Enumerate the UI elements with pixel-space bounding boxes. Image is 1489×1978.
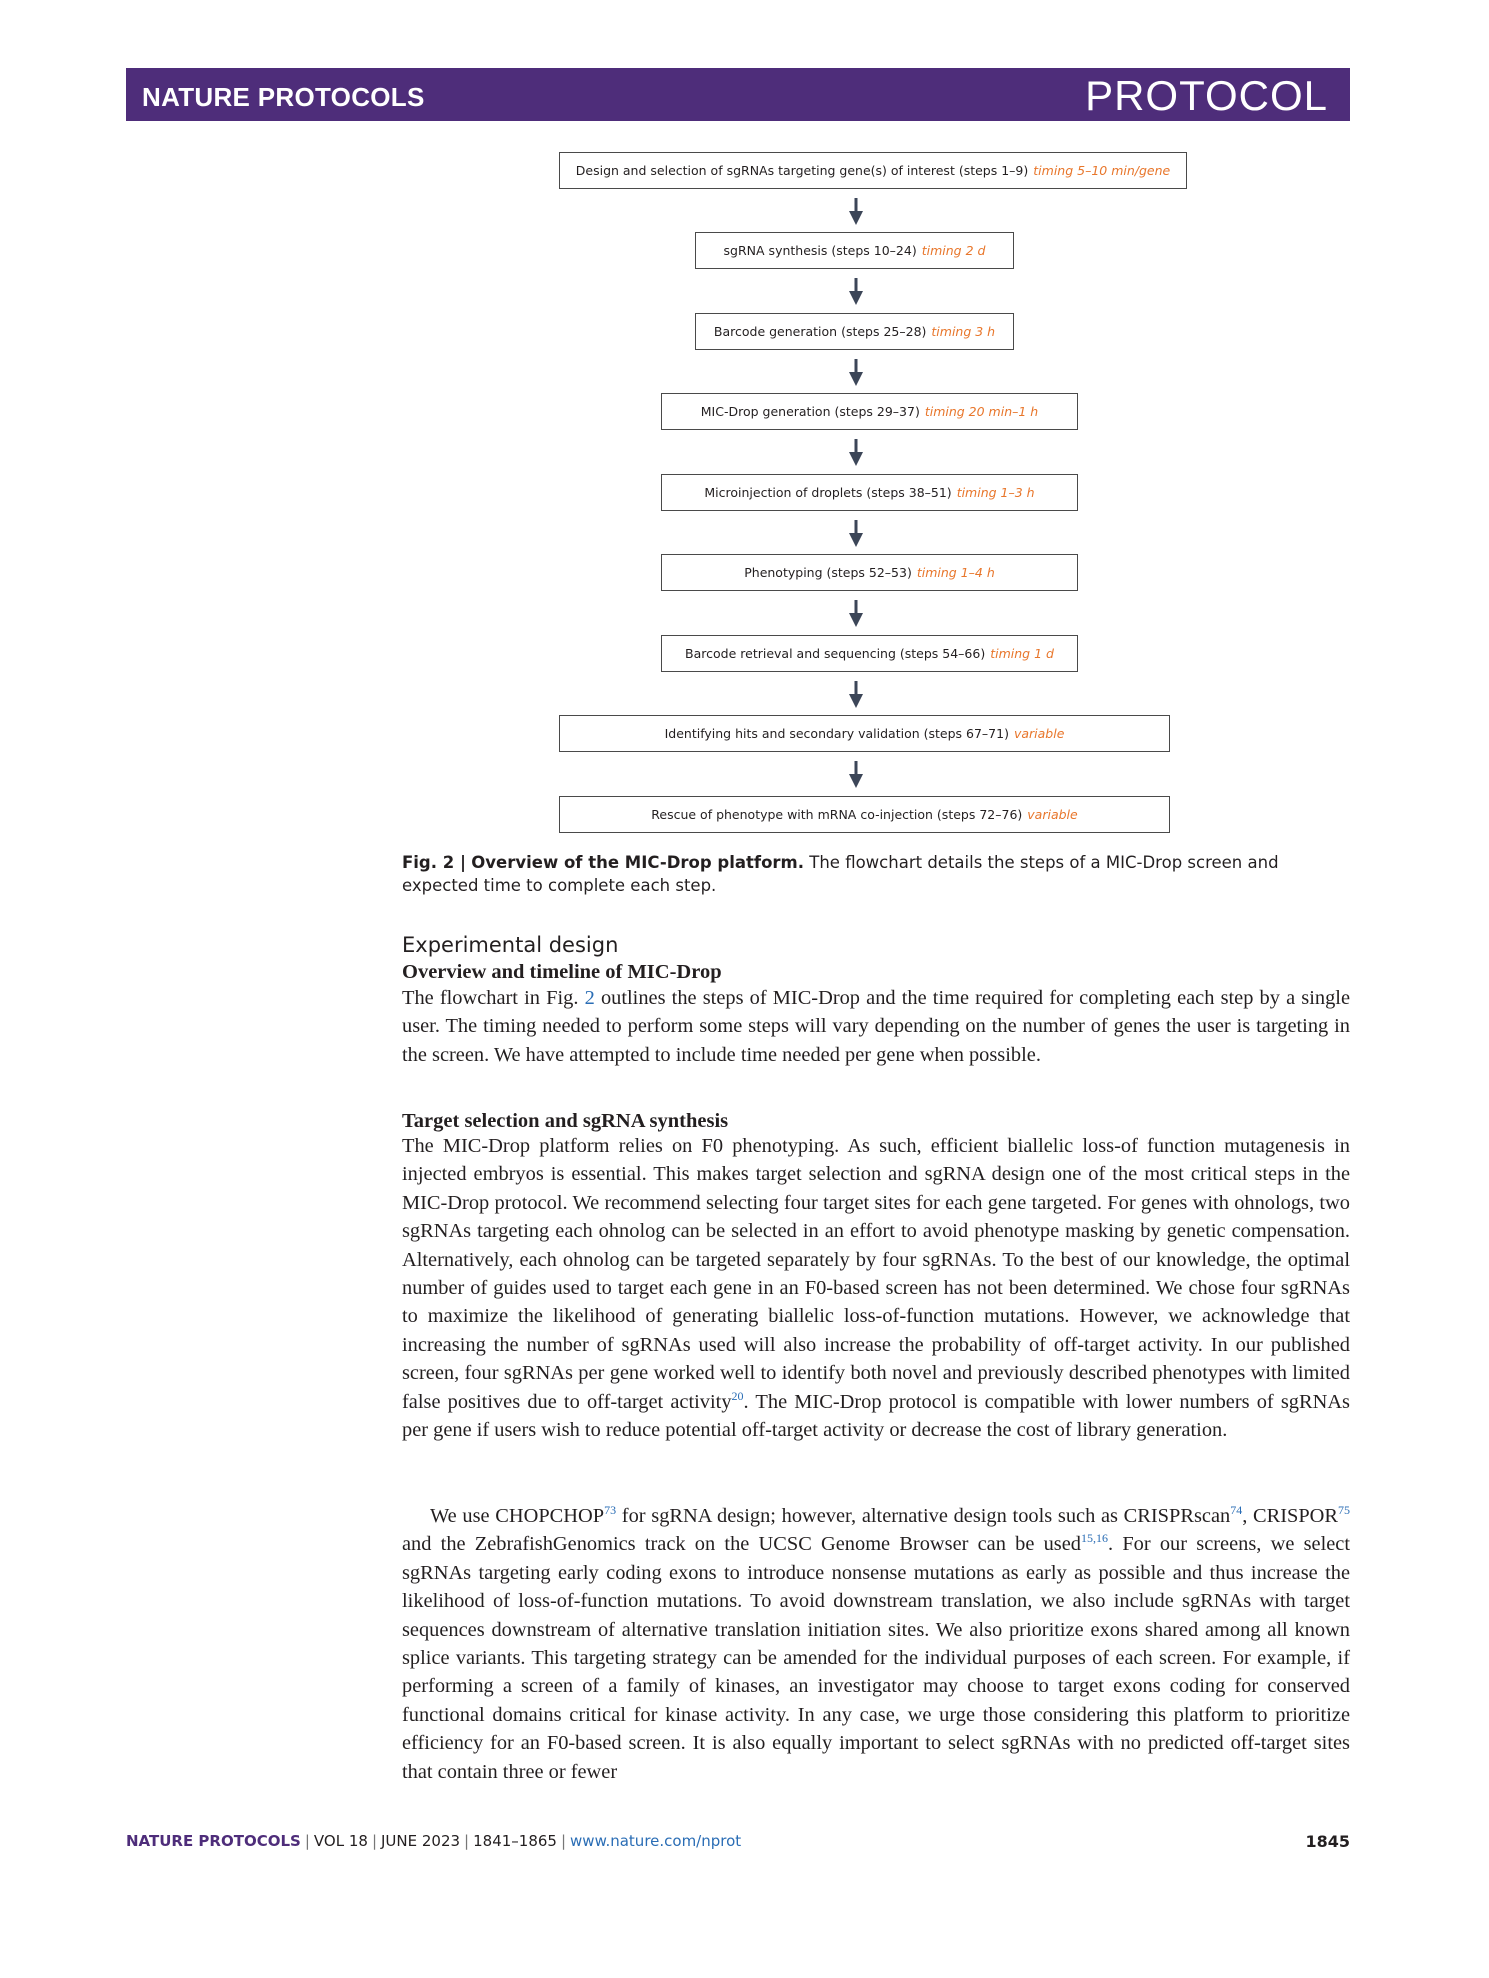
flow-step-label: sgRNA synthesis (steps 10–24) (723, 243, 917, 258)
flow-arrow-icon (848, 359, 864, 387)
journal-header-bar (126, 68, 1350, 121)
citation-link[interactable]: 20 (731, 1388, 744, 1403)
citation-link[interactable]: 15,16 (1081, 1531, 1108, 1546)
citation-link[interactable]: 74 (1230, 1503, 1243, 1518)
paragraph-overview (402, 984, 1350, 1069)
flow-step-timing: timing 20 min–1 h (924, 404, 1039, 419)
page-footer (126, 1832, 741, 1850)
flow-step-timing: timing 3 h (931, 324, 996, 339)
article-type: PROTOCOL (1085, 72, 1328, 119)
footer-separator: | (304, 1832, 310, 1850)
flow-step-timing: timing 5–10 min/gene (1033, 163, 1171, 178)
flow-step-hits-validation (559, 715, 1170, 752)
flow-step-rescue (559, 796, 1170, 833)
flow-step-barcode-generation (695, 313, 1014, 350)
flow-step-timing: variable (1013, 726, 1065, 741)
flow-step-barcode-retrieval (661, 635, 1078, 672)
caption-title: Overview of the MIC-Drop platform. (471, 853, 805, 872)
flow-step-synthesis (695, 232, 1014, 269)
flow-arrow-icon (848, 600, 864, 628)
text-run: outlines the steps of MIC-Drop and the time required for completing each step by a single user. The timing needed to perform some steps will vary depending on the number of genes the user is targeting in the screen. We have attempted to include time needed per gene when possible. (402, 987, 1351, 1066)
text-run: The flowchart in Fig. (402, 987, 585, 1009)
text-run: and the ZebrafishGenomics track on the UCSC Genome Browser can be used (402, 1533, 1081, 1556)
flow-arrow-icon (848, 198, 864, 226)
figure-reference-link[interactable]: 2 (584, 987, 595, 1009)
flow-step-label: Microinjection of droplets (steps 38–51) (704, 485, 952, 500)
text-run: , CRISPOR (1242, 1505, 1338, 1527)
flow-step-timing: timing 2 d (921, 243, 986, 258)
footer-journal: NATURE PROTOCOLS (126, 1832, 301, 1850)
flow-step-phenotyping (661, 554, 1078, 591)
journal-name: NATURE PROTOCOLS (142, 82, 425, 112)
flow-step-label: Barcode generation (steps 25–28) (713, 324, 927, 339)
page-number: 1845 (1305, 1832, 1350, 1851)
flow-arrow-icon (848, 520, 864, 548)
footer-date: JUNE 2023 (381, 1832, 461, 1850)
footer-separator: | (560, 1832, 567, 1850)
citation-link[interactable]: 75 (1338, 1503, 1350, 1518)
footer-separator: | (371, 1832, 377, 1850)
text-run: The MIC-Drop platform relies on F0 phenotyping. As such, efficient biallelic loss-of function mutagenesis in injected embryos is essential. This makes target selection and sgRNA design one of the most critical steps in the MIC-Drop protocol. We recommend selecting four target sites for each gene targeted. For genes with ohnologs, two sgRNAs targeting each ohnolog can be selected in an effort to avoid phenotype masking by genetic compensation. Alternatively, each ohnolog can be targeted separately by four sgRNAs. To the best of our knowledge, the optimal number of guides used to target each gene in an F0-based screen has not been determined. We chose four sgRNAs to maximize the likelihood of generating biallelic loss-of-function mutations. However, we acknowledge that increasing the number of sgRNAs used will also increase the probability of off-target activity. In our published screen, four sgRNAs per gene worked well to identify both novel and previously described phenotypes with limited false positives due to off-target activity (402, 1135, 1350, 1413)
flow-step-micdrop-generation (661, 393, 1078, 430)
text-run: We use CHOPCHOP (430, 1505, 605, 1527)
flow-step-timing: timing 1–4 h (916, 565, 995, 580)
footer-pages: 1841–1865 (473, 1832, 557, 1850)
flow-step-label: MIC-Drop generation (steps 29–37) (700, 404, 920, 419)
flow-step-label: Barcode retrieval and sequencing (steps 54–66) (685, 646, 986, 661)
flow-step-timing: timing 1–3 h (956, 485, 1035, 500)
section-heading: Experimental design (402, 933, 619, 957)
flow-step-design (559, 152, 1187, 189)
flow-step-label: Design and selection of sgRNAs targeting gene(s) of interest (steps 1–9) (575, 163, 1029, 178)
flow-arrow-icon (848, 761, 864, 789)
caption-text: The flowchart details the steps of a MIC-Drop screen and expected time to complete each step. (402, 853, 1279, 895)
flow-arrow-icon (848, 278, 864, 306)
paragraph-target-selection (402, 1132, 1350, 1444)
flow-step-microinjection (661, 474, 1078, 511)
text-run: for sgRNA design; however, alternative design tools such as CRISPRscan (616, 1505, 1231, 1527)
footer-separator: | (464, 1832, 470, 1850)
subheading-overview: Overview and timeline of MIC-Drop (402, 961, 722, 983)
subheading-target-selection: Target selection and sgRNA synthesis (402, 1110, 729, 1132)
text-run: . For our screens, we select sgRNAs targeting early coding exons to introduce nonsense mutations as early as possible and thus increase the likelihood of loss-of-function mutations. To avoid downstream translation, we also include sgRNAs with target sequences downstream of alternative translation initiation sites. We also prioritize exons shared among all known splice variants. This targeting strategy can be amended for the individual purposes of each screen. For example, if performing a screen of a family of kinases, an investigator may choose to target exons coding for conserved functional domains critical for kinase activity. In any case, we urge those considering this platform to prioritize efficiency for an F0-based screen. It is also equally important to select sgRNAs with no predicted off-target sites that contain three or fewer (402, 1533, 1351, 1783)
footer-volume: VOL 18 (313, 1832, 368, 1850)
flow-step-timing: variable (1027, 807, 1078, 822)
flow-step-label: Phenotyping (steps 52–53) (744, 565, 912, 580)
footer-url-link[interactable]: www.nature.com/nprot (570, 1832, 742, 1850)
flow-step-timing: timing 1 d (990, 646, 1054, 661)
citation-link[interactable]: 73 (604, 1503, 617, 1518)
flow-step-label: Rescue of phenotype with mRNA co-injection (steps 72–76) (651, 807, 1023, 822)
figure-caption (402, 851, 1350, 897)
text-run: . The MIC-Drop protocol is compatible with lower numbers of sgRNAs per gene if users wish to reduce potential off-target activity or decrease the cost of library generation. (402, 1390, 1350, 1442)
flow-arrow-icon (848, 439, 864, 467)
flow-arrow-icon (848, 681, 864, 709)
caption-label: Fig. 2 | (402, 853, 467, 872)
paragraph-design-tools (402, 1502, 1350, 1786)
flow-step-label: Identifying hits and secondary validation (steps 67–71) (664, 726, 1009, 741)
